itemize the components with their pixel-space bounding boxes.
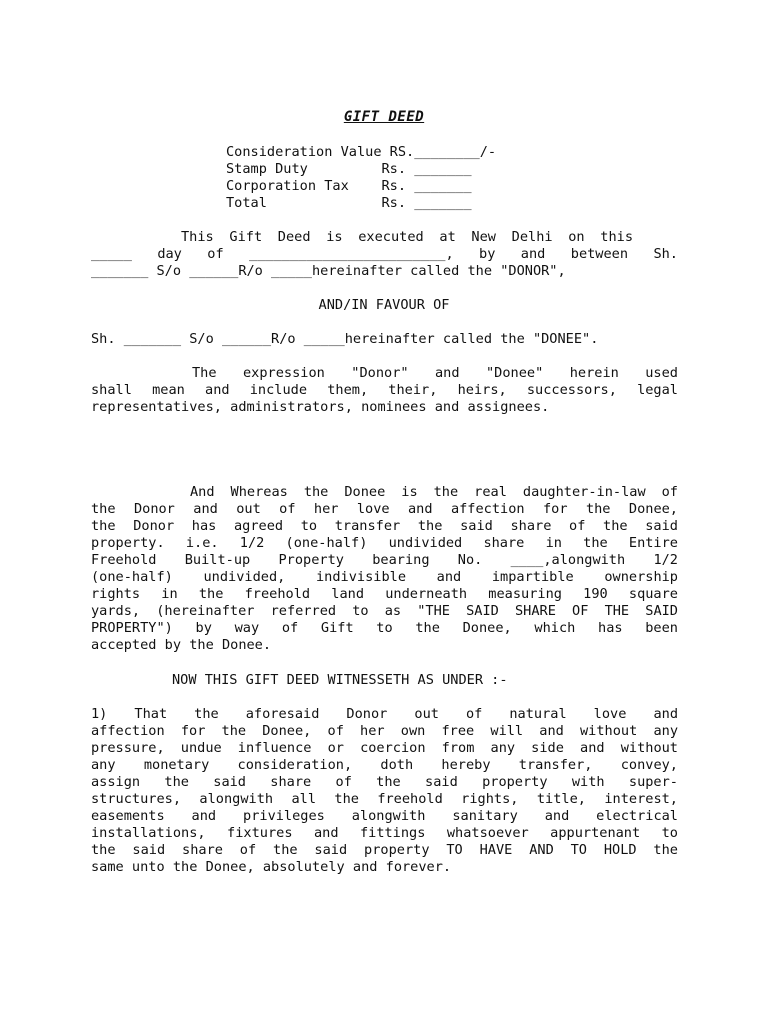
whereas-line-5: Freehold Built-up Property bearing No. ____,alongwith 1/2 [91,552,678,568]
clause1-line-9: the said share of the said property TO HAVE AND TO HOLD the [91,842,678,858]
expression-line-1: The expression "Donor" and "Donee" herein used [192,365,678,381]
donee-line: Sh. _______ S/o ______R/o _____hereinafter called the "DONEE". [91,331,599,347]
intro-line-2: _____ day of ________________________, by and between Sh. [91,246,678,262]
whereas-line-7: rights in the freehold land underneath measuring 190 square [91,586,678,602]
document-title: GIFT DEED [343,109,425,125]
in-favour-of-heading: AND/IN FAVOUR OF [318,297,450,313]
whereas-line-1: And Whereas the Donee is the real daughter-in-law of [190,484,678,500]
total-line: Total Rs. _______ [226,195,472,211]
whereas-line-8: yards, (hereinafter referred to as "THE SAID SHARE OF THE SAID [91,603,678,619]
clause1-line-8: installations, fixtures and fittings whatsoever appurtenant to [91,825,678,841]
whereas-line-9: PROPERTY") by way of Gift to the Donee, which has been [91,620,678,636]
clause1-line-4: any monetary consideration, doth hereby transfer, convey, [91,757,678,773]
whereas-line-3: the Donor has agreed to transfer the said share of the said [91,518,678,534]
stamp-duty-line: Stamp Duty Rs. _______ [226,161,472,177]
clause1-line-7: easements and privileges alongwith sanitary and electrical [91,808,678,824]
expression-line-2: shall mean and include them, their, heirs, successors, legal [91,382,678,398]
corporation-tax-line: Corporation Tax Rs. _______ [226,178,472,194]
clause1-line-10: same unto the Donee, absolutely and forever. [91,859,452,875]
intro-line-1: This Gift Deed is executed at New Delhi on this [181,229,633,245]
whereas-line-6: (one-half) undivided, indivisible and impartible ownership [91,569,678,585]
clause1-line-1: 1) That the aforesaid Donor out of natural love and [91,706,678,722]
clause1-line-5: assign the said share of the said property with super- [91,774,678,790]
intro-line-3: _______ S/o ______R/o _____hereinafter called the "DONOR", [91,263,566,279]
clause1-line-6: structures, alongwith all the freehold rights, title, interest, [91,791,678,807]
whereas-line-10: accepted by the Donee. [91,637,272,653]
clause1-line-2: affection for the Donee, of her own free will and without any [91,723,678,739]
whereas-line-4: property. i.e. 1/2 (one-half) undivided share in the Entire [91,535,678,551]
expression-line-3: representatives, administrators, nominees and assignees. [91,399,550,415]
clause1-line-3: pressure, undue influence or coercion from any side and without [91,740,678,756]
witnesseth-heading: NOW THIS GIFT DEED WITNESSETH AS UNDER :- [172,672,508,688]
consideration-value-line: Consideration Value RS.________/- [226,144,497,160]
whereas-line-2: the Donor and out of her love and affection for the Donee, [91,501,678,517]
